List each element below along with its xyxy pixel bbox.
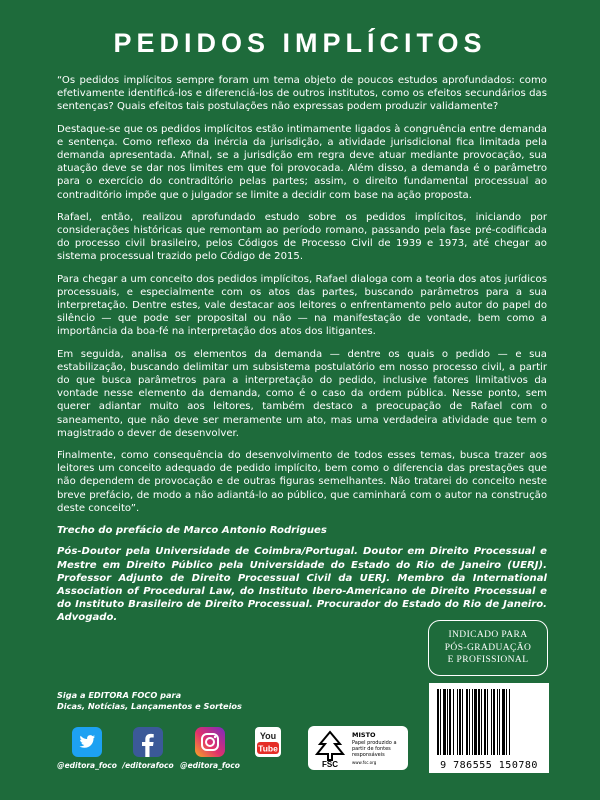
paragraph: Rafael, então, realizou aprofundado estudo sobre os pedidos implícitos, iniciando por considerações históricas que remontam ao período romano, passando pela fase pré-codificada do processo civil brasileiro, pelos Códigos de Processo Civil de 1939 e 1973, até chegar ao sistema processual trazido pelo Código de 2015. [57, 211, 547, 263]
barcode-bar [499, 689, 500, 755]
isbn-barcode [429, 683, 549, 773]
twitter-handle: @editora_foco [57, 761, 117, 770]
badge-line: E PROFISSIONAL [447, 655, 529, 665]
facebook-handle: /editorafoco [122, 761, 174, 770]
badge-line: INDICADO PARA [448, 630, 528, 640]
barcode-bar [459, 689, 461, 755]
barcode-bar [437, 689, 439, 755]
fsc-seal [308, 726, 408, 770]
paragraph: Em seguida, analisa os elementos da demanda — dentre os quais o pedido — e sua estabilização, buscando delimitar um subsistema postulatório em nosso processo civil, a partir do que busca parâmetros para a interpretação do pedido, inclusive fatores limitativos da vontade nesse elemento da demanda, como é o caso da ordem pública. Nesse ponto, sem querer adiantar muito aos leitores, também destaco a preocupação de Rafael com o saneamento, que não deve ser meramente um ato, mas uma verdadeira atividade que tem o magistrado o dever de desenvolver. [57, 348, 547, 439]
book-title: PEDIDOS IMPLÍCITOS [113, 28, 487, 58]
preface-credit: Trecho do prefácio de Marco Antonio Rodrigues [57, 525, 327, 537]
barcode-bar [457, 689, 458, 755]
badge-line: PÓS-GRADUAÇÃO [444, 642, 532, 653]
barcode-bar [447, 689, 448, 755]
barcode-bar [481, 689, 482, 755]
fsc-text: Papel produzido a partir de fontes responsáveis [352, 740, 397, 758]
barcode-bar [497, 689, 498, 755]
fsc-logo-text: FSC [322, 760, 338, 768]
youtube-icon [255, 727, 281, 757]
fsc-title: MISTO [352, 731, 376, 739]
barcode-bar [466, 689, 468, 755]
barcode-bar [440, 689, 441, 755]
barcode-bar [462, 689, 463, 755]
follow-text [57, 690, 357, 712]
barcode-bar [493, 689, 495, 755]
social-facebook[interactable] [118, 727, 178, 770]
barcode-bar [449, 689, 451, 755]
fsc-url: www.fsc.org [352, 760, 377, 765]
barcode-bar [502, 689, 505, 755]
paragraph: Para chegar a um conceito dos pedidos implícitos, Rafael dialoga com a teoria dos atos jurídicos processuais, e especialmente com os atos das partes, buscando parâmetros para a sua interpretação. Dentre estes, vale destacar aos leitores o enfrentamento pelo autor do papel do silêncio — que pode ser proposital ou não — na manifestação de vontade, bem como a importância da boa-fé na interpretação dos atos dos litigantes. [57, 273, 547, 338]
paragraph: Finalmente, como consequência do desenvolvimento de todos esses temas, busca trazer aos leitores um conceito adequado de pedido implícito, bem como o diferencia das prestações que não dependem de provocação e de outras figuras semelhantes. Não tratarei do conceito neste breve prefácio, de modo a não adiantá-lo ao público, que caminhará com o autor na construção deste conceito”. [57, 450, 547, 514]
author-bio: Pós-Doutor pela Universidade de Coimbra/Portugal. Doutor em Direito Processual e Mestre em Direito Público pela Universidade do Estado do Rio de Janeiro (UERJ). Professor Adjunto de Direito Processual Civil da UERJ. Membro da International Association of Procedural Law, do Instituto Ibero-Americano de Direito Processual e do Instituto Brasileiro de Direito Processual. Procurador do Estado do Rio de Janeiro. Advogado. [57, 546, 547, 624]
paragraph: “Os pedidos implícitos sempre foram um tema objeto de poucos estudos aprofundados: como efetivamente identificá-los e diferenciá-los de outros institutos, como os efeitos secundários das sentenças? Quais efeitos tais postulações não expressas podem produzir validamente? [57, 75, 547, 113]
social-instagram[interactable] [180, 727, 240, 770]
indicado-para-badge [428, 620, 548, 676]
facebook-icon [133, 727, 163, 757]
barcode-bar [472, 689, 473, 755]
barcode-bar [443, 689, 446, 755]
barcode-bar [469, 689, 470, 755]
fsc-tree-icon [313, 730, 347, 768]
youtube-you: You [259, 731, 277, 741]
isbn-number: 9 786555 150780 [440, 760, 538, 771]
barcode-bar [474, 689, 477, 755]
barcode-bar [509, 689, 510, 755]
barcode-bar [506, 689, 507, 755]
barcode-bar [453, 689, 454, 755]
back-cover-text [57, 74, 547, 634]
follow-line: Siga a EDITORA FOCO para [57, 690, 182, 700]
follow-line: Dicas, Notícias, Lançamentos e Sorteios [57, 701, 242, 711]
social-twitter[interactable] [57, 727, 117, 770]
twitter-icon [72, 727, 102, 757]
social-youtube[interactable] [238, 727, 298, 757]
barcode-bar [491, 689, 492, 755]
barcode-bar [487, 689, 488, 755]
youtube-tube: Tube [258, 743, 278, 754]
barcode-bar [484, 689, 486, 755]
instagram-icon [195, 727, 225, 757]
paragraph: Destaque-se que os pedidos implícitos estão intimamente ligados à congruência entre demanda e sentença. Como reflexo da inércia da jurisdição, a atividade jurisdicional fica limitada pela demanda apresentada. Afinal, se a jurisdição em regra deve atuar mediante provocação, sua atuação deve se dar nos limites em que foi provocada. Além disso, a demanda é o parâmetro para o exercício do contraditório pelas partes; assim, o direito fundamental processual ao contraditório impõe que o julgador se limite a decidir com base na ação proposta. [57, 123, 547, 201]
barcode-bar [478, 689, 480, 755]
instagram-handle: @editora_foco [180, 761, 240, 770]
barcode-bars [435, 689, 543, 755]
